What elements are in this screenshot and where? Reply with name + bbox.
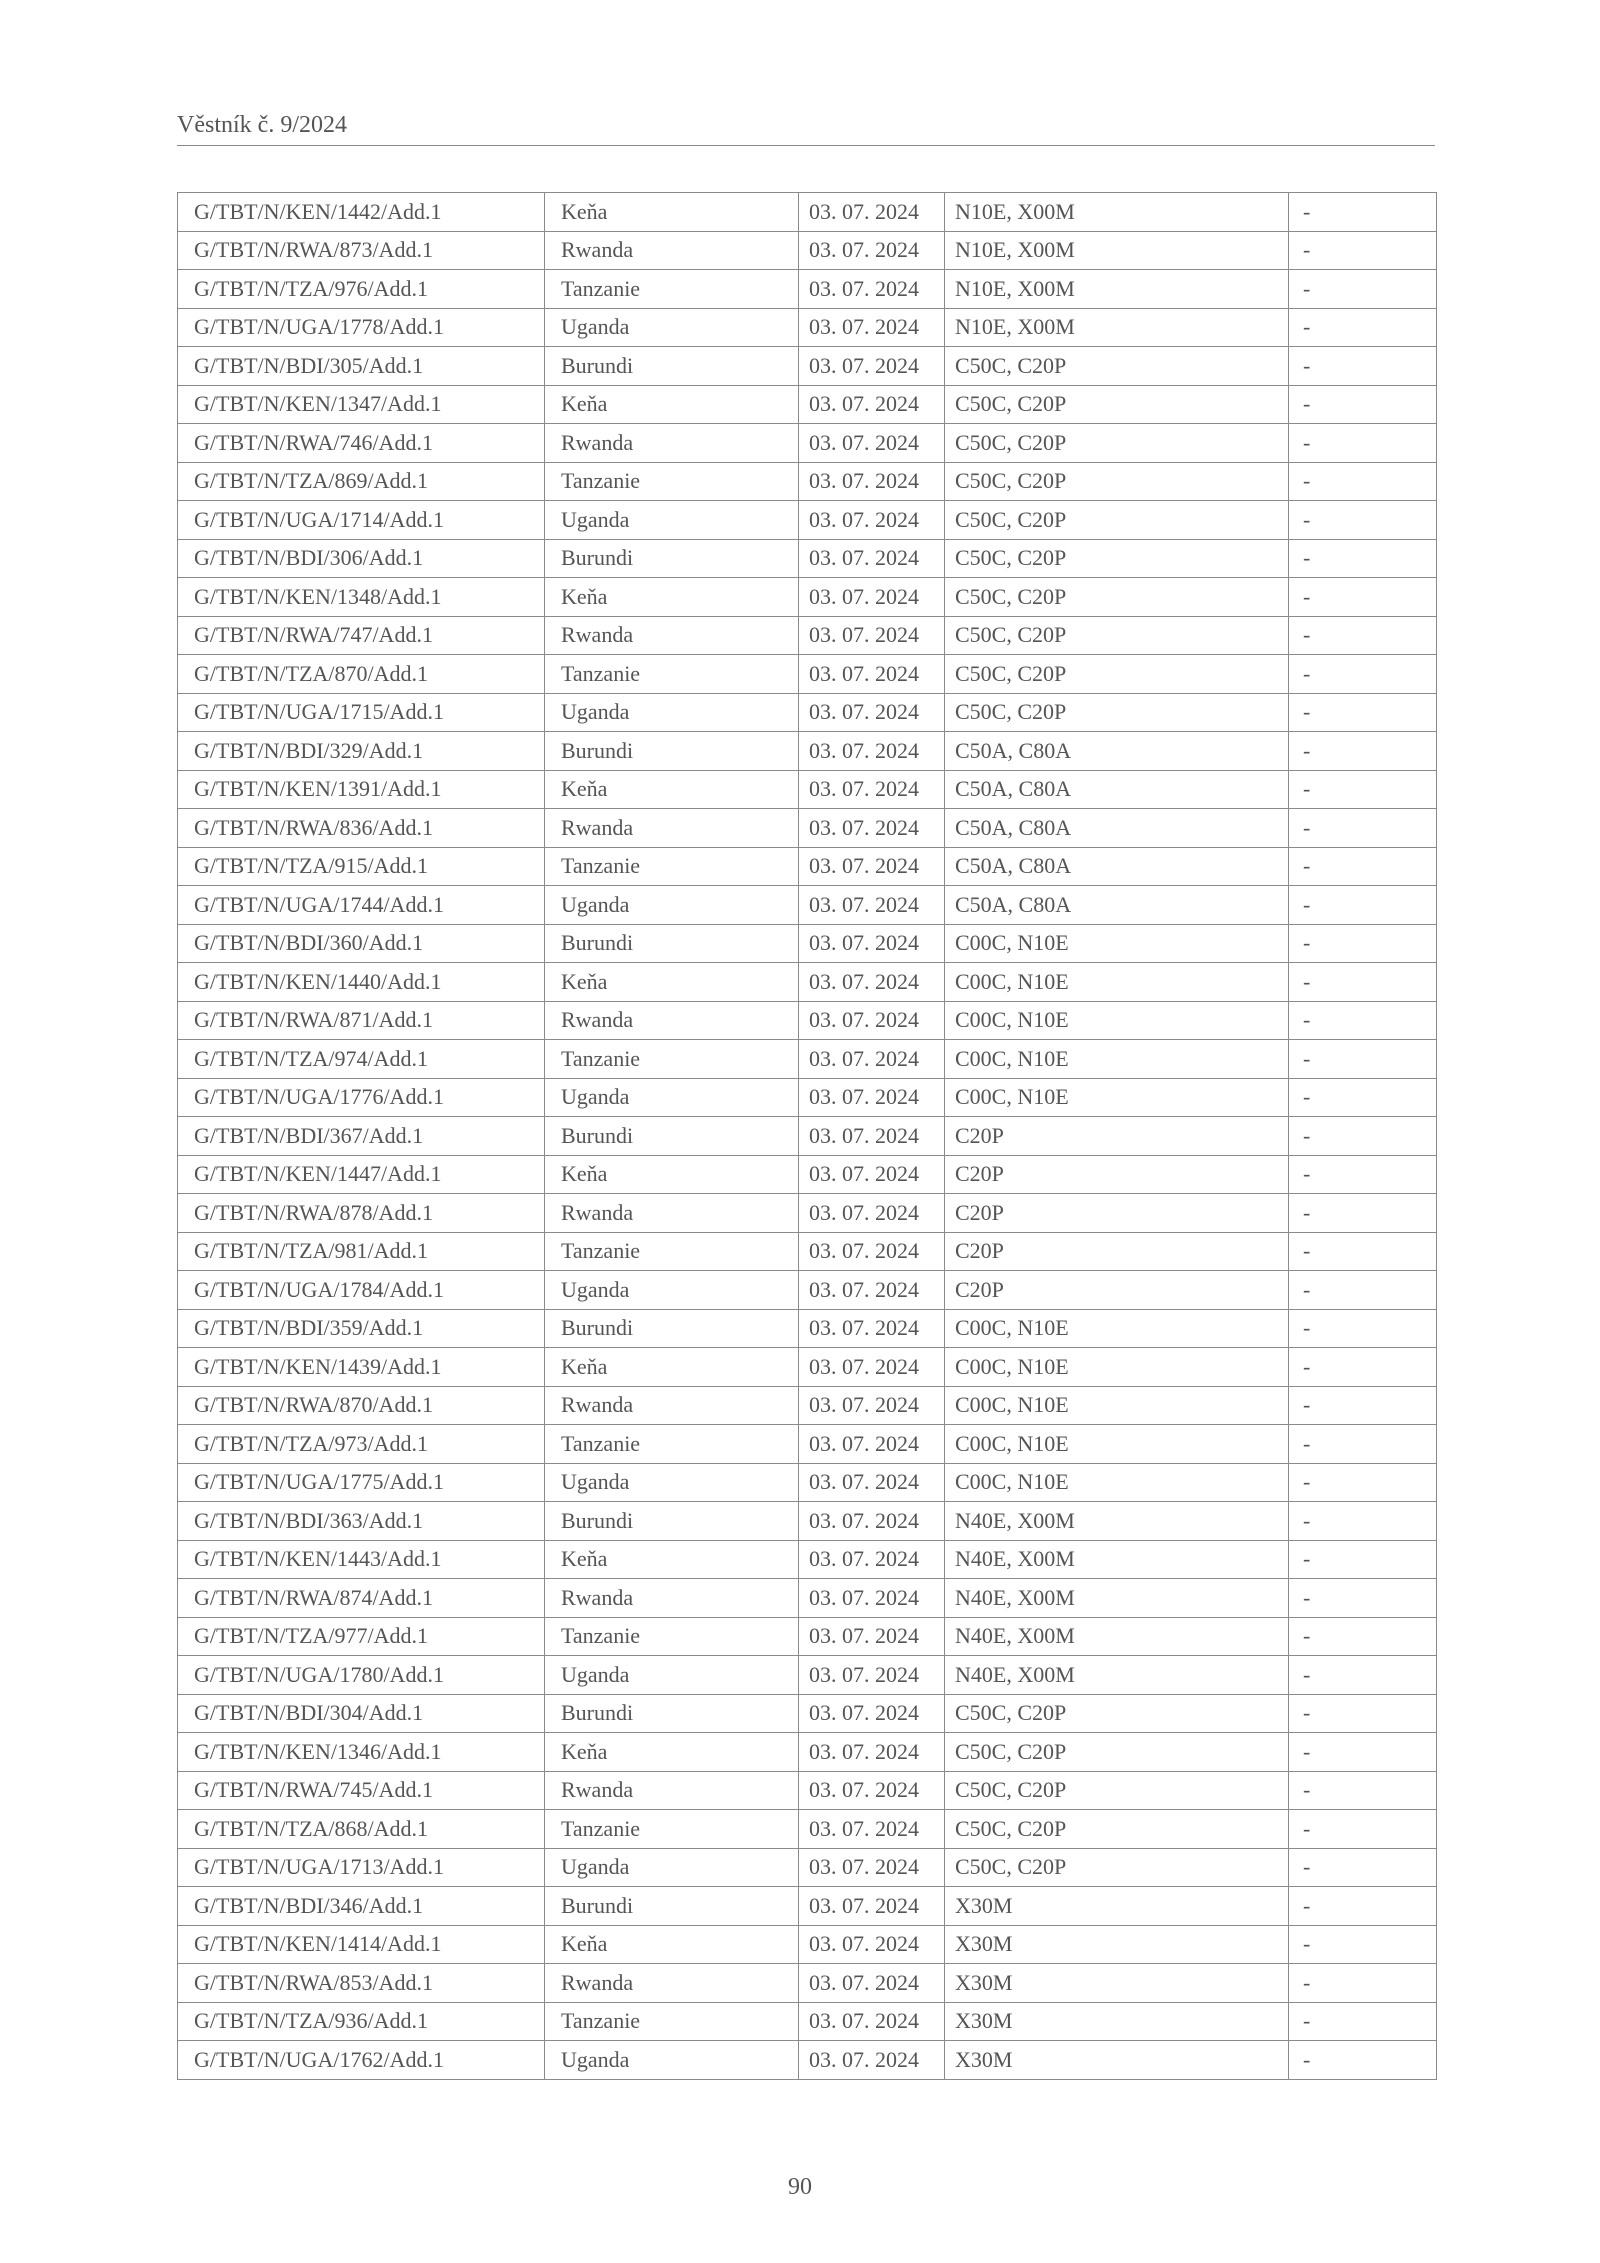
note-cell: - xyxy=(1289,1001,1437,1040)
date-cell: 03. 07. 2024 xyxy=(799,1001,945,1040)
document-reference-cell: G/TBT/N/TZA/976/Add.1 xyxy=(178,270,545,309)
date-cell: 03. 07. 2024 xyxy=(799,1078,945,1117)
classification-codes-cell: C20P xyxy=(945,1194,1289,1233)
country-cell: Uganda xyxy=(545,1656,799,1695)
country-cell: Keňa xyxy=(545,1733,799,1772)
date-cell: 03. 07. 2024 xyxy=(799,231,945,270)
document-reference-cell: G/TBT/N/TZA/973/Add.1 xyxy=(178,1425,545,1464)
country-cell: Tanzanie xyxy=(545,1040,799,1079)
table-row xyxy=(178,1117,1437,1156)
document-reference-cell: G/TBT/N/RWA/836/Add.1 xyxy=(178,809,545,848)
note-cell: - xyxy=(1289,1463,1437,1502)
note-cell: - xyxy=(1289,809,1437,848)
country-cell: Burundi xyxy=(545,1117,799,1156)
country-cell: Burundi xyxy=(545,347,799,386)
note-cell: - xyxy=(1289,501,1437,540)
document-reference-cell: G/TBT/N/TZA/981/Add.1 xyxy=(178,1232,545,1271)
country-cell: Uganda xyxy=(545,2041,799,2080)
country-cell: Keňa xyxy=(545,1925,799,1964)
date-cell: 03. 07. 2024 xyxy=(799,1579,945,1618)
classification-codes-cell: C50C, C20P xyxy=(945,539,1289,578)
date-cell: 03. 07. 2024 xyxy=(799,1656,945,1695)
date-cell: 03. 07. 2024 xyxy=(799,501,945,540)
country-cell: Keňa xyxy=(545,1540,799,1579)
date-cell: 03. 07. 2024 xyxy=(799,1887,945,1926)
document-reference-cell: G/TBT/N/RWA/853/Add.1 xyxy=(178,1964,545,2003)
country-cell: Uganda xyxy=(545,1078,799,1117)
note-cell: - xyxy=(1289,1617,1437,1656)
country-cell: Keňa xyxy=(545,770,799,809)
date-cell: 03. 07. 2024 xyxy=(799,1540,945,1579)
classification-codes-cell: N40E, X00M xyxy=(945,1617,1289,1656)
date-cell: 03. 07. 2024 xyxy=(799,1964,945,2003)
note-cell: - xyxy=(1289,1579,1437,1618)
country-cell: Uganda xyxy=(545,1271,799,1310)
table-row xyxy=(178,732,1437,771)
note-cell: - xyxy=(1289,1309,1437,1348)
classification-codes-cell: C50A, C80A xyxy=(945,847,1289,886)
document-reference-cell: G/TBT/N/KEN/1440/Add.1 xyxy=(178,963,545,1002)
document-reference-cell: G/TBT/N/KEN/1447/Add.1 xyxy=(178,1155,545,1194)
country-cell: Rwanda xyxy=(545,1194,799,1233)
table-row xyxy=(178,1540,1437,1579)
date-cell: 03. 07. 2024 xyxy=(799,1040,945,1079)
date-cell: 03. 07. 2024 xyxy=(799,347,945,386)
table-row xyxy=(178,1810,1437,1849)
date-cell: 03. 07. 2024 xyxy=(799,2002,945,2041)
classification-codes-cell: C50A, C80A xyxy=(945,809,1289,848)
document-reference-cell: G/TBT/N/BDI/304/Add.1 xyxy=(178,1694,545,1733)
classification-codes-cell: N10E, X00M xyxy=(945,193,1289,232)
country-cell: Uganda xyxy=(545,1848,799,1887)
table-row xyxy=(178,231,1437,270)
document-reference-cell: G/TBT/N/UGA/1713/Add.1 xyxy=(178,1848,545,1887)
classification-codes-cell: C50C, C20P xyxy=(945,385,1289,424)
country-cell: Uganda xyxy=(545,693,799,732)
table-row xyxy=(178,462,1437,501)
classification-codes-cell: C00C, N10E xyxy=(945,963,1289,1002)
date-cell: 03. 07. 2024 xyxy=(799,1194,945,1233)
country-cell: Tanzanie xyxy=(545,2002,799,2041)
note-cell: - xyxy=(1289,578,1437,617)
table-row xyxy=(178,1194,1437,1233)
note-cell: - xyxy=(1289,1810,1437,1849)
table-row xyxy=(178,963,1437,1002)
table-row xyxy=(178,1425,1437,1464)
note-cell: - xyxy=(1289,732,1437,771)
table-row xyxy=(178,1887,1437,1926)
note-cell: - xyxy=(1289,1232,1437,1271)
document-reference-cell: G/TBT/N/BDI/367/Add.1 xyxy=(178,1117,545,1156)
country-cell: Burundi xyxy=(545,1502,799,1541)
classification-codes-cell: C50C, C20P xyxy=(945,655,1289,694)
table-row xyxy=(178,655,1437,694)
date-cell: 03. 07. 2024 xyxy=(799,1117,945,1156)
date-cell: 03. 07. 2024 xyxy=(799,616,945,655)
date-cell: 03. 07. 2024 xyxy=(799,1386,945,1425)
document-reference-cell: G/TBT/N/TZA/915/Add.1 xyxy=(178,847,545,886)
classification-codes-cell: C00C, N10E xyxy=(945,1309,1289,1348)
country-cell: Uganda xyxy=(545,308,799,347)
note-cell: - xyxy=(1289,770,1437,809)
classification-codes-cell: C00C, N10E xyxy=(945,1386,1289,1425)
document-reference-cell: G/TBT/N/TZA/869/Add.1 xyxy=(178,462,545,501)
document-reference-cell: G/TBT/N/UGA/1775/Add.1 xyxy=(178,1463,545,1502)
date-cell: 03. 07. 2024 xyxy=(799,462,945,501)
document-reference-cell: G/TBT/N/KEN/1414/Add.1 xyxy=(178,1925,545,1964)
document-reference-cell: G/TBT/N/RWA/878/Add.1 xyxy=(178,1194,545,1233)
note-cell: - xyxy=(1289,1425,1437,1464)
note-cell: - xyxy=(1289,1887,1437,1926)
date-cell: 03. 07. 2024 xyxy=(799,809,945,848)
table-row xyxy=(178,424,1437,463)
note-cell: - xyxy=(1289,2041,1437,2080)
classification-codes-cell: C50C, C20P xyxy=(945,693,1289,732)
note-cell: - xyxy=(1289,963,1437,1002)
classification-codes-cell: C50C, C20P xyxy=(945,616,1289,655)
date-cell: 03. 07. 2024 xyxy=(799,847,945,886)
document-reference-cell: G/TBT/N/UGA/1715/Add.1 xyxy=(178,693,545,732)
table-row xyxy=(178,1078,1437,1117)
country-cell: Uganda xyxy=(545,1463,799,1502)
date-cell: 03. 07. 2024 xyxy=(799,2041,945,2080)
classification-codes-cell: C00C, N10E xyxy=(945,1040,1289,1079)
date-cell: 03. 07. 2024 xyxy=(799,732,945,771)
note-cell: - xyxy=(1289,655,1437,694)
country-cell: Burundi xyxy=(545,1887,799,1926)
country-cell: Rwanda xyxy=(545,231,799,270)
classification-codes-cell: C50C, C20P xyxy=(945,1848,1289,1887)
table-row xyxy=(178,886,1437,925)
table-row xyxy=(178,809,1437,848)
country-cell: Uganda xyxy=(545,886,799,925)
classification-codes-cell: X30M xyxy=(945,1964,1289,2003)
date-cell: 03. 07. 2024 xyxy=(799,1425,945,1464)
country-cell: Burundi xyxy=(545,732,799,771)
classification-codes-cell: C00C, N10E xyxy=(945,1463,1289,1502)
date-cell: 03. 07. 2024 xyxy=(799,1271,945,1310)
table-row xyxy=(178,1155,1437,1194)
document-reference-cell: G/TBT/N/KEN/1442/Add.1 xyxy=(178,193,545,232)
table-row xyxy=(178,1964,1437,2003)
country-cell: Tanzanie xyxy=(545,462,799,501)
document-reference-cell: G/TBT/N/BDI/306/Add.1 xyxy=(178,539,545,578)
document-reference-cell: G/TBT/N/RWA/874/Add.1 xyxy=(178,1579,545,1618)
classification-codes-cell: C50C, C20P xyxy=(945,1771,1289,1810)
document-reference-cell: G/TBT/N/UGA/1744/Add.1 xyxy=(178,886,545,925)
classification-codes-cell: N40E, X00M xyxy=(945,1656,1289,1695)
country-cell: Rwanda xyxy=(545,616,799,655)
table-row xyxy=(178,2002,1437,2041)
document-reference-cell: G/TBT/N/KEN/1348/Add.1 xyxy=(178,578,545,617)
country-cell: Keňa xyxy=(545,963,799,1002)
document-reference-cell: G/TBT/N/BDI/346/Add.1 xyxy=(178,1887,545,1926)
note-cell: - xyxy=(1289,847,1437,886)
table-row xyxy=(178,1848,1437,1887)
classification-codes-cell: C50C, C20P xyxy=(945,1810,1289,1849)
note-cell: - xyxy=(1289,1348,1437,1387)
table-row xyxy=(178,1617,1437,1656)
document-reference-cell: G/TBT/N/UGA/1778/Add.1 xyxy=(178,308,545,347)
document-reference-cell: G/TBT/N/KEN/1347/Add.1 xyxy=(178,385,545,424)
country-cell: Rwanda xyxy=(545,809,799,848)
date-cell: 03. 07. 2024 xyxy=(799,1617,945,1656)
note-cell: - xyxy=(1289,347,1437,386)
country-cell: Keňa xyxy=(545,193,799,232)
table-row xyxy=(178,308,1437,347)
country-cell: Tanzanie xyxy=(545,1617,799,1656)
notification-table-body xyxy=(178,193,1437,2080)
country-cell: Keňa xyxy=(545,385,799,424)
note-cell: - xyxy=(1289,1694,1437,1733)
country-cell: Keňa xyxy=(545,1348,799,1387)
document-reference-cell: G/TBT/N/TZA/870/Add.1 xyxy=(178,655,545,694)
classification-codes-cell: N10E, X00M xyxy=(945,308,1289,347)
date-cell: 03. 07. 2024 xyxy=(799,770,945,809)
country-cell: Tanzanie xyxy=(545,847,799,886)
country-cell: Rwanda xyxy=(545,1579,799,1618)
note-cell: - xyxy=(1289,308,1437,347)
document-reference-cell: G/TBT/N/TZA/936/Add.1 xyxy=(178,2002,545,2041)
table-row xyxy=(178,270,1437,309)
date-cell: 03. 07. 2024 xyxy=(799,1232,945,1271)
classification-codes-cell: C50C, C20P xyxy=(945,347,1289,386)
table-row xyxy=(178,1040,1437,1079)
date-cell: 03. 07. 2024 xyxy=(799,1810,945,1849)
document-reference-cell: G/TBT/N/RWA/746/Add.1 xyxy=(178,424,545,463)
table-row xyxy=(178,1733,1437,1772)
document-reference-cell: G/TBT/N/RWA/873/Add.1 xyxy=(178,231,545,270)
table-row xyxy=(178,924,1437,963)
document-reference-cell: G/TBT/N/BDI/359/Add.1 xyxy=(178,1309,545,1348)
note-cell: - xyxy=(1289,2002,1437,2041)
table-row xyxy=(178,347,1437,386)
document-reference-cell: G/TBT/N/RWA/870/Add.1 xyxy=(178,1386,545,1425)
document-reference-cell: G/TBT/N/BDI/363/Add.1 xyxy=(178,1502,545,1541)
page-header-title: Věstník č. 9/2024 xyxy=(177,112,347,138)
table-row xyxy=(178,1925,1437,1964)
note-cell: - xyxy=(1289,693,1437,732)
document-reference-cell: G/TBT/N/UGA/1714/Add.1 xyxy=(178,501,545,540)
note-cell: - xyxy=(1289,1656,1437,1695)
table-row xyxy=(178,847,1437,886)
date-cell: 03. 07. 2024 xyxy=(799,1348,945,1387)
country-cell: Rwanda xyxy=(545,1386,799,1425)
document-reference-cell: G/TBT/N/UGA/1784/Add.1 xyxy=(178,1271,545,1310)
country-cell: Burundi xyxy=(545,539,799,578)
date-cell: 03. 07. 2024 xyxy=(799,578,945,617)
note-cell: - xyxy=(1289,193,1437,232)
classification-codes-cell: C20P xyxy=(945,1232,1289,1271)
classification-codes-cell: N40E, X00M xyxy=(945,1540,1289,1579)
country-cell: Tanzanie xyxy=(545,655,799,694)
classification-codes-cell: C00C, N10E xyxy=(945,1348,1289,1387)
classification-codes-cell: N40E, X00M xyxy=(945,1502,1289,1541)
document-reference-cell: G/TBT/N/TZA/977/Add.1 xyxy=(178,1617,545,1656)
document-reference-cell: G/TBT/N/BDI/305/Add.1 xyxy=(178,347,545,386)
document-reference-cell: G/TBT/N/RWA/871/Add.1 xyxy=(178,1001,545,1040)
country-cell: Burundi xyxy=(545,1694,799,1733)
table-row xyxy=(178,1656,1437,1695)
note-cell: - xyxy=(1289,1540,1437,1579)
date-cell: 03. 07. 2024 xyxy=(799,1733,945,1772)
classification-codes-cell: C00C, N10E xyxy=(945,1425,1289,1464)
classification-codes-cell: C20P xyxy=(945,1271,1289,1310)
note-cell: - xyxy=(1289,1733,1437,1772)
table-row xyxy=(178,578,1437,617)
country-cell: Tanzanie xyxy=(545,1232,799,1271)
document-reference-cell: G/TBT/N/KEN/1346/Add.1 xyxy=(178,1733,545,1772)
date-cell: 03. 07. 2024 xyxy=(799,424,945,463)
document-reference-cell: G/TBT/N/UGA/1776/Add.1 xyxy=(178,1078,545,1117)
note-cell: - xyxy=(1289,270,1437,309)
document-reference-cell: G/TBT/N/KEN/1391/Add.1 xyxy=(178,770,545,809)
note-cell: - xyxy=(1289,1848,1437,1887)
table-row xyxy=(178,2041,1437,2080)
note-cell: - xyxy=(1289,1271,1437,1310)
date-cell: 03. 07. 2024 xyxy=(799,270,945,309)
table-row xyxy=(178,1348,1437,1387)
note-cell: - xyxy=(1289,1194,1437,1233)
note-cell: - xyxy=(1289,385,1437,424)
classification-codes-cell: C00C, N10E xyxy=(945,924,1289,963)
classification-codes-cell: C50C, C20P xyxy=(945,462,1289,501)
table-row xyxy=(178,539,1437,578)
page-number: 90 xyxy=(788,2174,812,2200)
table-row xyxy=(178,193,1437,232)
table-row xyxy=(178,501,1437,540)
document-reference-cell: G/TBT/N/BDI/360/Add.1 xyxy=(178,924,545,963)
note-cell: - xyxy=(1289,1155,1437,1194)
date-cell: 03. 07. 2024 xyxy=(799,1925,945,1964)
document-reference-cell: G/TBT/N/KEN/1443/Add.1 xyxy=(178,1540,545,1579)
table-row xyxy=(178,1502,1437,1541)
table-row xyxy=(178,1771,1437,1810)
table-row xyxy=(178,1579,1437,1618)
table-row xyxy=(178,1309,1437,1348)
table-row xyxy=(178,1463,1437,1502)
classification-codes-cell: C50C, C20P xyxy=(945,424,1289,463)
date-cell: 03. 07. 2024 xyxy=(799,308,945,347)
classification-codes-cell: X30M xyxy=(945,2002,1289,2041)
table-row xyxy=(178,616,1437,655)
country-cell: Burundi xyxy=(545,1309,799,1348)
note-cell: - xyxy=(1289,616,1437,655)
date-cell: 03. 07. 2024 xyxy=(799,1463,945,1502)
date-cell: 03. 07. 2024 xyxy=(799,1155,945,1194)
table-row xyxy=(178,1694,1437,1733)
classification-codes-cell: N10E, X00M xyxy=(945,270,1289,309)
notification-table xyxy=(177,192,1437,2080)
date-cell: 03. 07. 2024 xyxy=(799,1309,945,1348)
classification-codes-cell: X30M xyxy=(945,1925,1289,1964)
country-cell: Keňa xyxy=(545,1155,799,1194)
classification-codes-cell: C50C, C20P xyxy=(945,1733,1289,1772)
note-cell: - xyxy=(1289,424,1437,463)
table-row xyxy=(178,693,1437,732)
header-divider xyxy=(177,145,1435,146)
note-cell: - xyxy=(1289,231,1437,270)
note-cell: - xyxy=(1289,1925,1437,1964)
classification-codes-cell: C50A, C80A xyxy=(945,886,1289,925)
table-row xyxy=(178,770,1437,809)
table-row xyxy=(178,1386,1437,1425)
date-cell: 03. 07. 2024 xyxy=(799,1694,945,1733)
note-cell: - xyxy=(1289,1040,1437,1079)
note-cell: - xyxy=(1289,1502,1437,1541)
note-cell: - xyxy=(1289,924,1437,963)
date-cell: 03. 07. 2024 xyxy=(799,1848,945,1887)
document-reference-cell: G/TBT/N/KEN/1439/Add.1 xyxy=(178,1348,545,1387)
classification-codes-cell: C20P xyxy=(945,1155,1289,1194)
date-cell: 03. 07. 2024 xyxy=(799,886,945,925)
classification-codes-cell: C20P xyxy=(945,1117,1289,1156)
country-cell: Burundi xyxy=(545,924,799,963)
table-row xyxy=(178,385,1437,424)
classification-codes-cell: C50A, C80A xyxy=(945,770,1289,809)
date-cell: 03. 07. 2024 xyxy=(799,693,945,732)
document-reference-cell: G/TBT/N/UGA/1762/Add.1 xyxy=(178,2041,545,2080)
date-cell: 03. 07. 2024 xyxy=(799,963,945,1002)
note-cell: - xyxy=(1289,462,1437,501)
classification-codes-cell: C50A, C80A xyxy=(945,732,1289,771)
date-cell: 03. 07. 2024 xyxy=(799,924,945,963)
country-cell: Rwanda xyxy=(545,1964,799,2003)
note-cell: - xyxy=(1289,1117,1437,1156)
note-cell: - xyxy=(1289,1078,1437,1117)
date-cell: 03. 07. 2024 xyxy=(799,193,945,232)
classification-codes-cell: X30M xyxy=(945,2041,1289,2080)
date-cell: 03. 07. 2024 xyxy=(799,1771,945,1810)
classification-codes-cell: N10E, X00M xyxy=(945,231,1289,270)
document-reference-cell: G/TBT/N/BDI/329/Add.1 xyxy=(178,732,545,771)
note-cell: - xyxy=(1289,1964,1437,2003)
date-cell: 03. 07. 2024 xyxy=(799,385,945,424)
country-cell: Tanzanie xyxy=(545,1425,799,1464)
classification-codes-cell: N40E, X00M xyxy=(945,1579,1289,1618)
note-cell: - xyxy=(1289,1771,1437,1810)
document-reference-cell: G/TBT/N/UGA/1780/Add.1 xyxy=(178,1656,545,1695)
table-row xyxy=(178,1232,1437,1271)
country-cell: Keňa xyxy=(545,578,799,617)
document-reference-cell: G/TBT/N/RWA/747/Add.1 xyxy=(178,616,545,655)
classification-codes-cell: C00C, N10E xyxy=(945,1001,1289,1040)
country-cell: Tanzanie xyxy=(545,1810,799,1849)
date-cell: 03. 07. 2024 xyxy=(799,539,945,578)
classification-codes-cell: C50C, C20P xyxy=(945,1694,1289,1733)
table-row xyxy=(178,1271,1437,1310)
country-cell: Rwanda xyxy=(545,1771,799,1810)
date-cell: 03. 07. 2024 xyxy=(799,655,945,694)
table-row xyxy=(178,1001,1437,1040)
country-cell: Uganda xyxy=(545,501,799,540)
date-cell: 03. 07. 2024 xyxy=(799,1502,945,1541)
classification-codes-cell: C50C, C20P xyxy=(945,501,1289,540)
note-cell: - xyxy=(1289,539,1437,578)
document-reference-cell: G/TBT/N/RWA/745/Add.1 xyxy=(178,1771,545,1810)
classification-codes-cell: C50C, C20P xyxy=(945,578,1289,617)
country-cell: Tanzanie xyxy=(545,270,799,309)
document-reference-cell: G/TBT/N/TZA/974/Add.1 xyxy=(178,1040,545,1079)
document-reference-cell: G/TBT/N/TZA/868/Add.1 xyxy=(178,1810,545,1849)
classification-codes-cell: C00C, N10E xyxy=(945,1078,1289,1117)
classification-codes-cell: X30M xyxy=(945,1887,1289,1926)
note-cell: - xyxy=(1289,1386,1437,1425)
country-cell: Rwanda xyxy=(545,1001,799,1040)
country-cell: Rwanda xyxy=(545,424,799,463)
note-cell: - xyxy=(1289,886,1437,925)
